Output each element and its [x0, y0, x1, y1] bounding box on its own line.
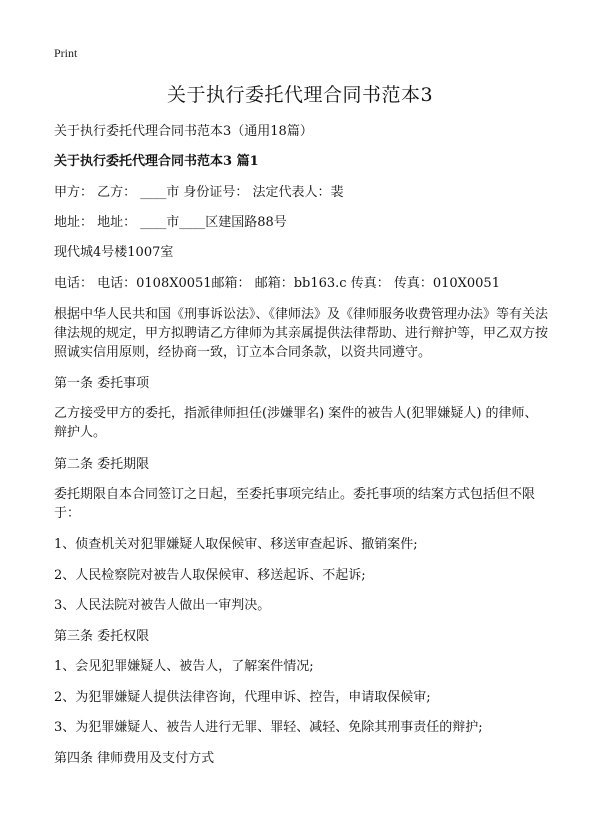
- article-4-title: 第四条 律师费用及支付方式: [54, 751, 215, 766]
- contact-line: 电话： 电话：0108X0051邮箱： 邮箱：bb163.c 传真： 传真：010X0051: [54, 276, 500, 291]
- address-line-2: 现代城4号楼1007室: [54, 245, 174, 260]
- article-2-item-1: 1、侦查机关对犯罪嫌疑人取保候审、移送审查起诉、撤销案件;: [54, 537, 418, 552]
- print-link[interactable]: Print: [54, 46, 78, 60]
- article-3-item-1: 1、会见犯罪嫌疑人、被告人，了解案件情况;: [54, 659, 314, 674]
- article-3-item-3: 3、为犯罪嫌疑人、被告人进行无罪、罪轻、减轻、免除其刑事责任的辩护;: [54, 720, 483, 735]
- document-subtitle: 关于执行委托代理合同书范本3（通用18篇）: [54, 124, 313, 139]
- article-2-item-3: 3、人民法院对被告人做出一审判决。: [54, 598, 271, 613]
- article-3-title: 第三条 委托权限: [54, 629, 150, 644]
- preamble-paragraph: 根据中华人民共和国《刑事诉讼法》、《律师法》及《律师服务收费管理办法》等有关法律法规的规定，甲方拟聘请乙方律师为其亲属提供法律帮助、进行辩护等，甲乙双方按照诚实信用原则，经协商一致，订立本合同条款，以资共同遵守。: [54, 307, 549, 360]
- article-2-title: 第二条 委托期限: [54, 457, 150, 472]
- article-3-item-2: 2、为犯罪嫌疑人提供法律咨询，代理申诉、控告，申请取保候审;: [54, 690, 431, 705]
- article-1-title: 第一条 委托事项: [54, 376, 150, 391]
- party-line: 甲方： 乙方： ____市 身份证号： 法定代表人：裴: [54, 185, 344, 200]
- article-2-body: 委托期限自本合同签订之日起，至委托事项完结止。委托事项的结案方式包括但不限于：: [54, 487, 536, 521]
- article-2-item-2: 2、人民检察院对被告人取保候审、移送起诉、不起诉;: [54, 568, 366, 583]
- address-line: 地址： 地址： ____市____区建国路88号: [54, 215, 287, 230]
- section-heading: 关于执行委托代理合同书范本3 篇1: [54, 154, 259, 169]
- article-1-body: 乙方接受甲方的委托，指派律师担任(涉嫌罪名) 案件的被告人(犯罪嫌疑人) 的律师、辩护人。: [54, 406, 538, 440]
- page-title: 关于执行委托代理合同书范本3: [166, 84, 434, 106]
